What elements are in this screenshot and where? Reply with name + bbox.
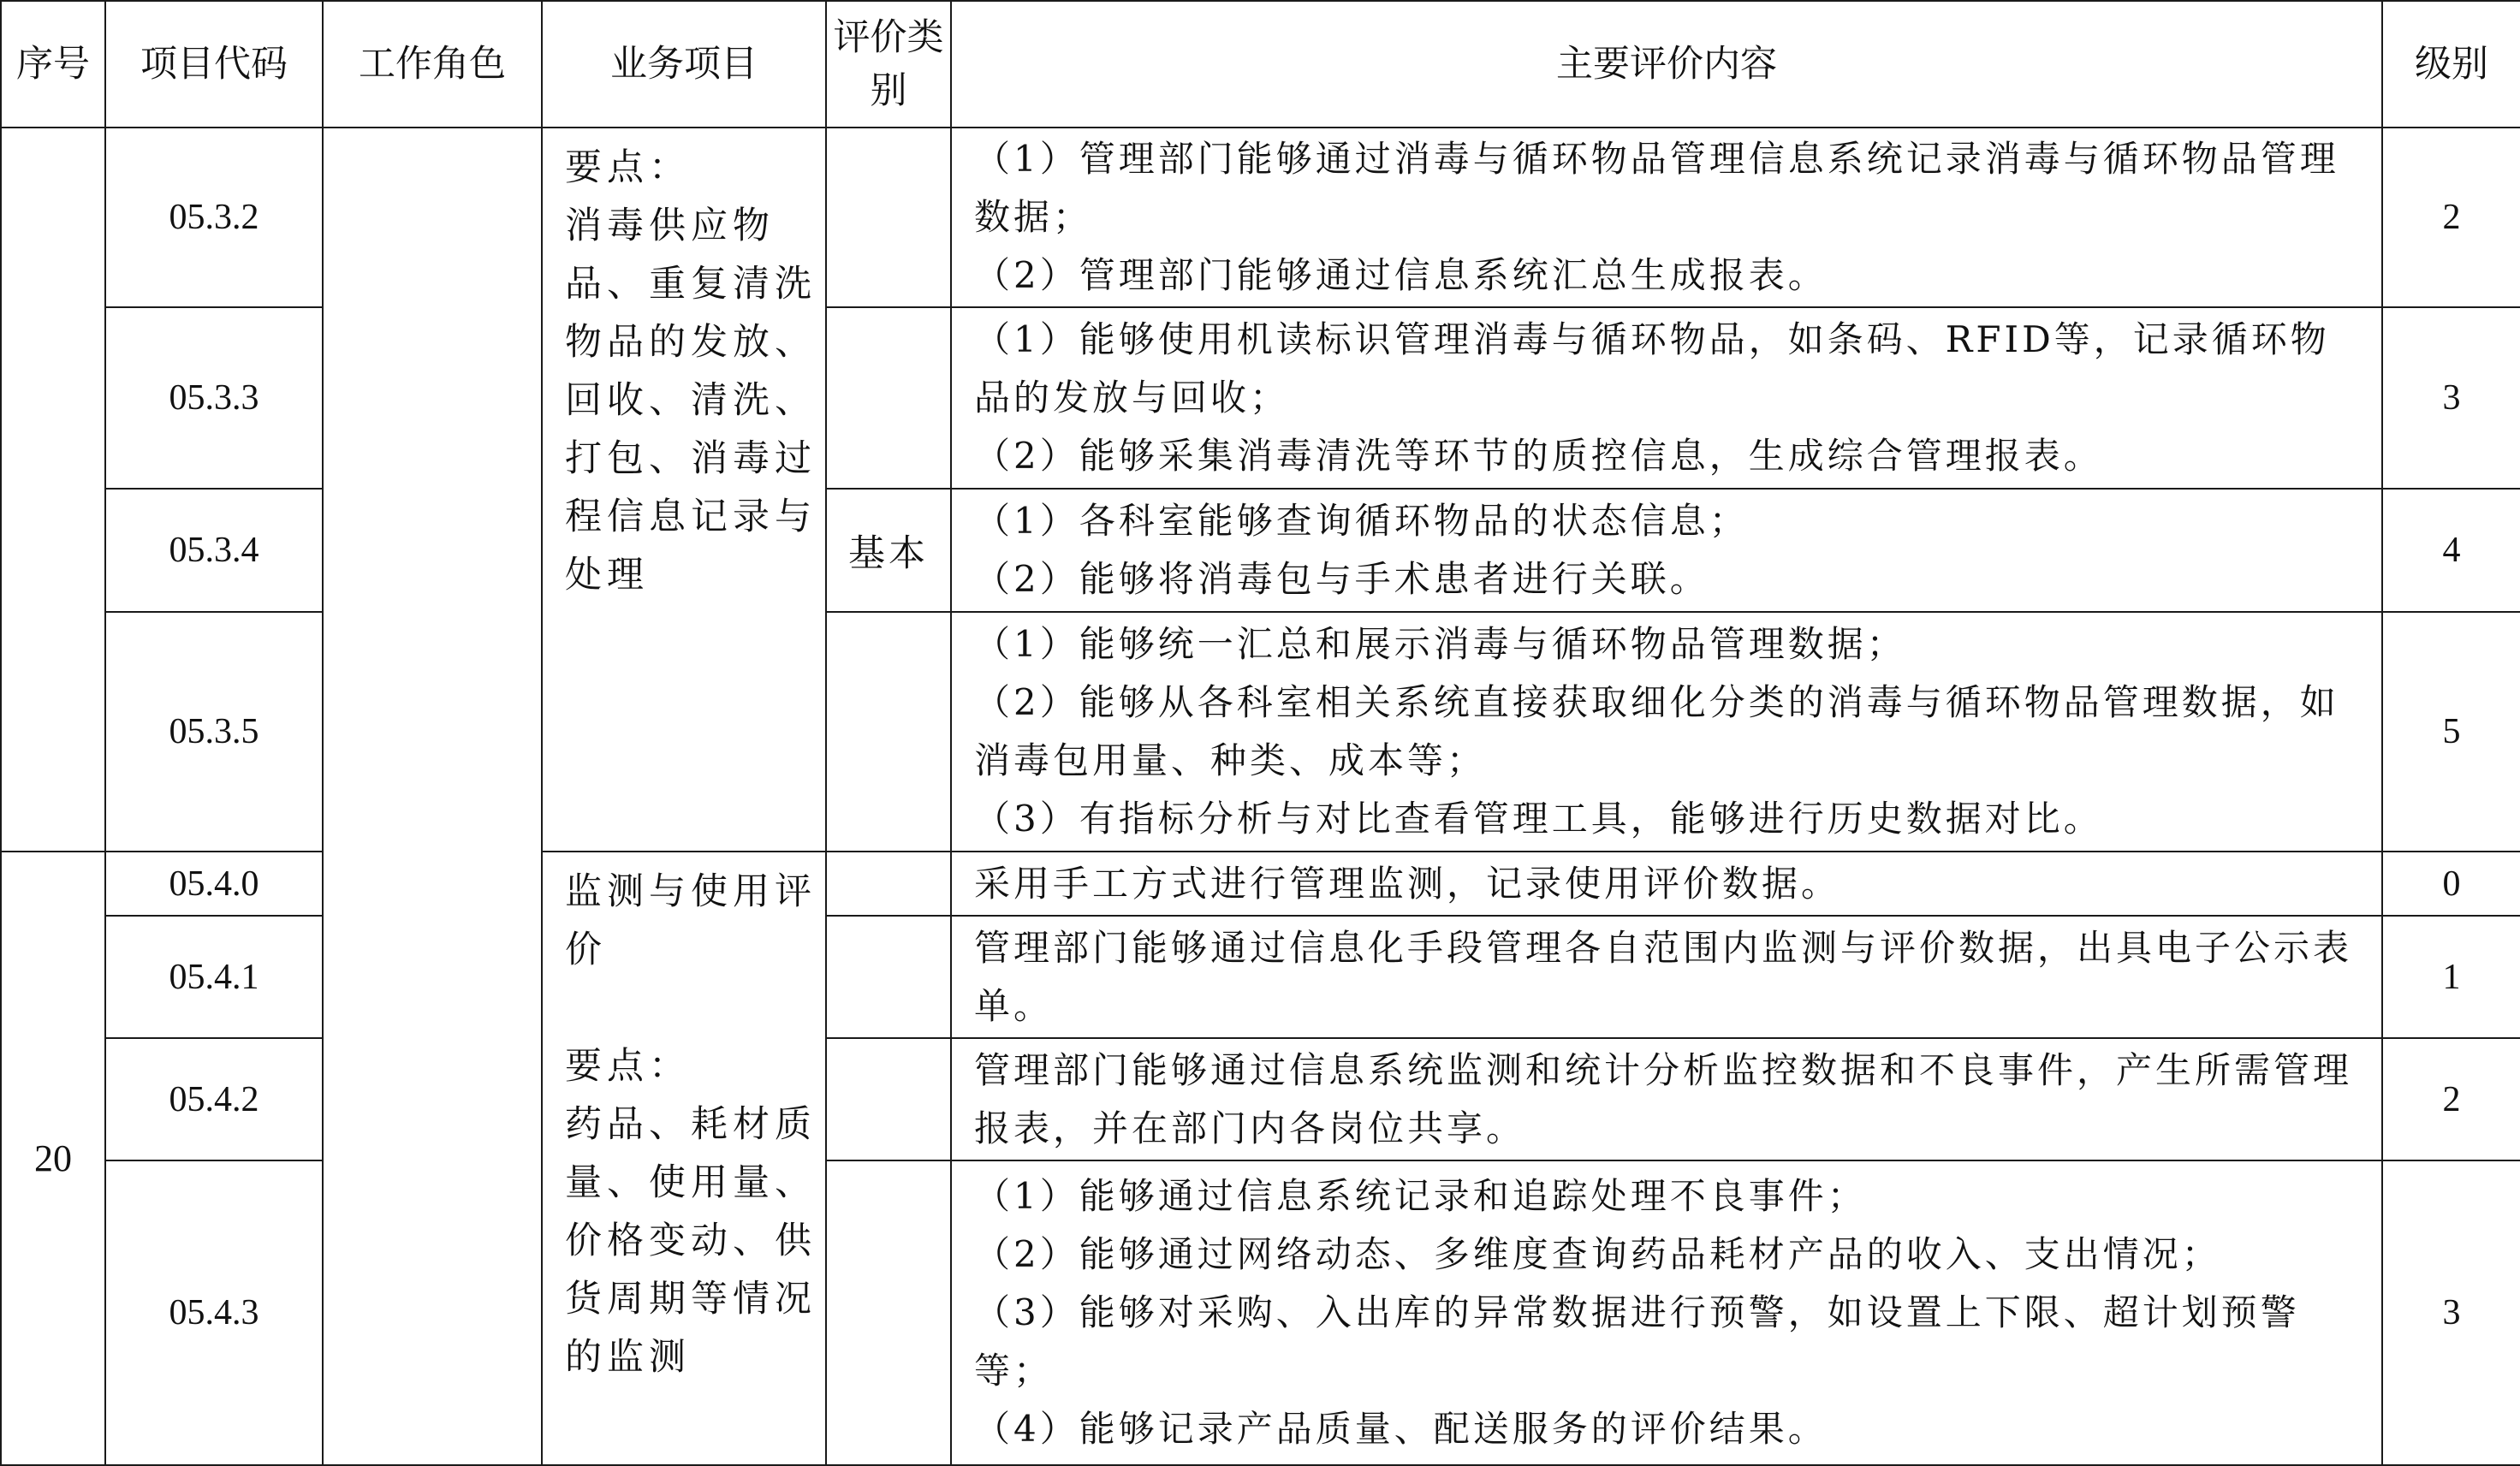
header-role: 工作角色 (323, 1, 542, 128)
header-category: 评价类别 (826, 1, 951, 128)
content-line: 采用手工方式进行管理监测，记录使用评价数据。 (974, 862, 1841, 905)
header-code: 项目代码 (105, 1, 323, 128)
content-line: （4）能够记录产品质量、配送服务的评价结果。 (974, 1408, 1828, 1450)
level-cell: 2 (2382, 128, 2520, 307)
content-cell (951, 1038, 2382, 1160)
code-cell: 05.3.3 (105, 307, 323, 489)
header-content: 主要评价内容 (951, 1, 2382, 128)
code-cell: 05.4.3 (105, 1160, 323, 1465)
content-line: （1）能够统一汇总和展示消毒与循环物品管理数据； (974, 623, 1906, 665)
content-line: （2）能够从各科室相关系统直接获取细化分类的消毒与循环物品管理数据，如消毒包用量、种类、成本等； (974, 681, 2339, 781)
header-row (1, 1, 2520, 128)
level-cell: 3 (2382, 1160, 2520, 1465)
content-cell (951, 307, 2382, 489)
category-cell (826, 1038, 951, 1160)
content-line: （2）能够通过网络动态、多维度查询药品耗材产品的收入、支出情况； (974, 1233, 2221, 1275)
content-line: （1）能够通过信息系统记录和追踪处理不良事件； (974, 1175, 1867, 1217)
code-cell: 05.4.0 (105, 852, 323, 916)
level-cell: 5 (2382, 612, 2520, 852)
level-cell: 3 (2382, 307, 2520, 489)
content-line: （2）能够将消毒包与手术患者进行关联。 (974, 558, 1709, 600)
level-cell: 1 (2382, 916, 2520, 1038)
content-cell (951, 128, 2382, 307)
category-cell (826, 1160, 951, 1465)
category-cell: 基本 (826, 489, 951, 612)
seq-cell: 20 (1, 852, 105, 1465)
role-cell (323, 128, 542, 1465)
header-level: 级别 (2382, 1, 2520, 128)
category-cell (826, 612, 951, 852)
code-cell: 05.3.5 (105, 612, 323, 852)
content-line: 管理部门能够通过信息系统监测和统计分析监控数据和不良事件，产生所需管理报表，并在部门内各岗位共享。 (974, 1048, 2353, 1149)
seq-cell (1, 128, 105, 852)
content-line: （1）各科室能够查询循环物品的状态信息； (974, 500, 1749, 542)
business-cell: 监测与使用评价 要点： 药品、耗材质量、使用量、价格变动、供货周期等情况的监测 (542, 852, 826, 1465)
code-cell: 05.4.2 (105, 1038, 323, 1160)
level-cell: 0 (2382, 852, 2520, 916)
code-cell: 05.3.2 (105, 128, 323, 307)
content-line: （2）能够采集消毒清洗等环节的质控信息，生成综合管理报表。 (974, 435, 2103, 477)
category-cell (826, 307, 951, 489)
header-seq: 序号 (1, 1, 105, 128)
category-cell (826, 916, 951, 1038)
content-line: （2）管理部门能够通过信息系统汇总生成报表。 (974, 254, 1828, 296)
content-line: （3）能够对采购、入出库的异常数据进行预警，如设置上下限、超计划预警等； (974, 1291, 2300, 1392)
content-line: （3）有指标分析与对比查看管理工具，能够进行历史数据对比。 (974, 798, 2103, 840)
content-line: （1）能够使用机读标识管理消毒与循环物品，如条码、RFID等，记录循环物品的发放与回收； (974, 318, 2330, 418)
code-cell: 05.4.1 (105, 916, 323, 1038)
content-cell (951, 612, 2382, 852)
content-cell (951, 916, 2382, 1038)
header-business: 业务项目 (542, 1, 826, 128)
level-cell: 2 (2382, 1038, 2520, 1160)
content-cell (951, 852, 2382, 916)
level-cell: 4 (2382, 489, 2520, 612)
category-cell (826, 852, 951, 916)
content-line: 管理部门能够通过信息化手段管理各自范围内监测与评价数据，出具电子公示表单。 (974, 926, 2353, 1027)
content-cell (951, 1160, 2382, 1465)
category-cell (826, 128, 951, 307)
code-cell: 05.3.4 (105, 489, 323, 612)
content-cell (951, 489, 2382, 612)
content-line: （1）管理部门能够通过消毒与循环物品管理信息系统记录消毒与循环物品管理数据； (974, 138, 2339, 238)
table-row (1, 128, 2520, 307)
business-cell: 要点： 消毒供应物品、重复清洗物品的发放、回收、清洗、打包、消毒过程信息记录与处理 (542, 128, 826, 852)
